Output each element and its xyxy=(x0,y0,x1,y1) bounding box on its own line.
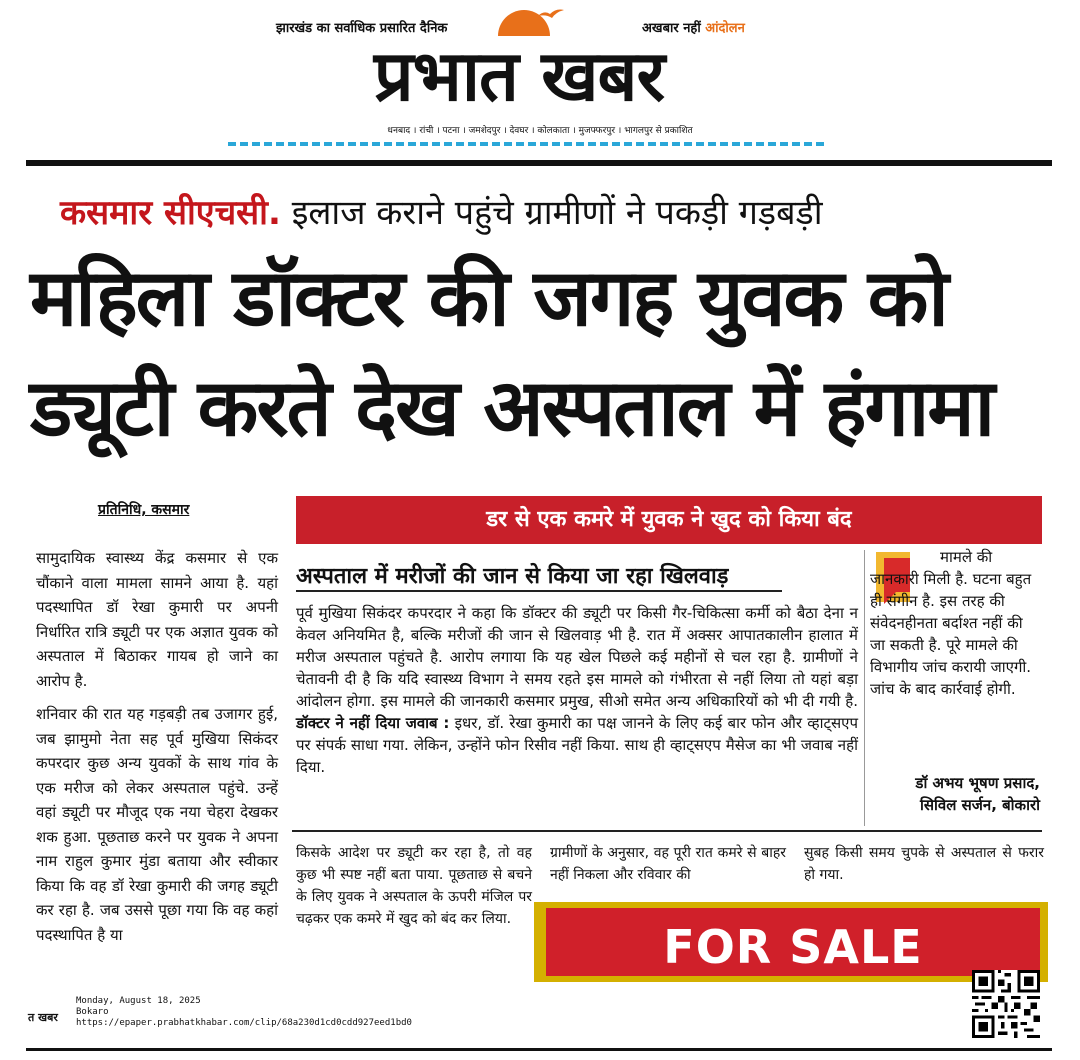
masthead-tagline-left: झारखंड का सर्वाधिक प्रसारित दैनिक xyxy=(276,21,448,36)
kicker-text: इलाज कराने पहुंचे ग्रामीणों ने पकड़ी गड़बड़ी xyxy=(291,193,823,233)
middle-subhead: अस्पताल में मरीजों की जान से किया जा रहा खिलवाड़ xyxy=(296,564,729,589)
footer-logo: त खबर xyxy=(28,1011,58,1024)
middle-body xyxy=(296,602,858,778)
bottom-column-3: सुबह किसी समय चुपके से अस्पताल से फरार हो गया. xyxy=(804,845,1044,883)
qr-code-icon[interactable] xyxy=(972,970,1040,1038)
masthead-cities: धनबाद । रांची । पटना । जमशेदपुर । देवघर । कोलकाता । मुजफ्फरपुर । भागलपुर से प्रकाशित xyxy=(387,126,693,136)
footer-url[interactable]: https://epaper.prabhatkhabar.com/clip/68a230d1cd0cdd927eed1bd0 xyxy=(76,1018,412,1028)
left-column-paragraph-2: शनिवार की रात यह गड़बड़ी तब उजागर हुई, जब झामुमो नेता सह पूर्व मुखिया सिकंदर कपरदार कुछ अन्य युवकों के साथ गांव के एक मरीज को लेकर अस्पताल पहुंचे. उन्हें वहां ड्यूटी पर मौजूद एक नया चेहरा देखकर शक हुआ. पूछताछ करने पर युवक ने अपना नाम राहुल कुमार मुंडा बताया और स्वीकार किया कि वह डॉ रेखा कुमारी की जगह ड्यूटी कर रहा है. जब उससे पूछा गया कि वह कहां पदस्थापित है या xyxy=(36,705,278,944)
subhead-underline xyxy=(296,590,782,592)
bottom-column-1: किसके आदेश पर ड्यूटी कर रहा है, तो वह कुछ भी स्पष्ट नहीं बता पाया. पूछताछ से बचने के लिए युवक ने अस्पताल के ऊपरी मंजिल पर चढ़कर एक कमरे में खुद को बंद कर लिया. xyxy=(296,845,532,927)
for-sale-ad[interactable]: FOR SALE xyxy=(546,908,1040,976)
middle-body-text-2: इधर, डॉ. रेखा कुमारी का पक्ष जानने के लिए कई बार फोन और व्हाट्सएप पर संपर्क साधा गया. लेकिन, उन्होंने फोन रिसीव नहीं किया. साथ ही व्हाट्सएप मैसेज का भी जवाब नहीं दिया. xyxy=(296,714,858,776)
quote-body: मामले की जानकारी मिली है. घटना बहुत ही संगीन है. इस तरह की संवेदनहीनता बर्दाश्त नहीं की जा सकती है. पूरे मामले की विभागीय जांच करायी जाएगी. जांच के बाद कार्रवाई होगी. xyxy=(870,548,1032,698)
top-rule xyxy=(26,160,1052,166)
tagline-right-text: अखबार नहीं xyxy=(642,21,706,36)
newspaper-logo[interactable]: प्रभात खबर xyxy=(373,35,665,117)
footer-date: Monday, August 18, 2025 xyxy=(76,996,201,1006)
headline-line-2: ड्यूटी करते देख अस्पताल में हंगामा xyxy=(30,362,994,454)
kicker-place: कसमार सीएचसी. xyxy=(60,193,281,233)
quote-text xyxy=(870,546,1040,700)
red-subheadline-bar: डर से एक कमरे में युवक ने खुद को किया बंद xyxy=(296,496,1042,544)
quote-attribution xyxy=(870,772,1040,816)
left-column-paragraph-1: सामुदायिक स्वास्थ्य केंद्र कसमार से एक चौंकाने वाला मामला सामने आया है. यहां पदस्थापित डॉ रेखा कुमारी पर अपनी निर्धारित रात्रि ड्यूटी पर एक अज्ञात युवक को अस्पताल में बिठाकर गायब हो जाने का आरोप है. xyxy=(36,549,278,690)
middle-bold-label: डॉक्टर ने नहीं दिया जवाब : xyxy=(296,714,450,732)
footer-edition: Bokaro xyxy=(76,1007,109,1017)
byline: प्रतिनिधि, कसमार xyxy=(98,502,190,518)
middle-rule xyxy=(292,830,1042,832)
quote-name: डॉ अभय भूषण प्रसाद, xyxy=(915,774,1040,792)
masthead-dashed-divider xyxy=(228,142,824,146)
tagline-right-accent: आंदोलन xyxy=(705,21,745,36)
quote-title: सिविल सर्जन, बोकारो xyxy=(919,796,1040,814)
footer-meta xyxy=(76,996,412,1029)
bottom-rule xyxy=(26,1048,1052,1051)
middle-body-text: पूर्व मुखिया सिकंदर कपरदार ने कहा कि डॉक्टर की ड्यूटी पर किसी गैर-चिकित्सा कर्मी को बैठा देना न केवल अनियमित है, बल्कि मरीजों की जान से खिलवाड़ भी है. रात में अक्सर आपातकालीन हालात में मरीज अस्पताल पहुंचते है. आरोप लगाया कि यह खेल पिछले कई महीनों से चल रहा है. ग्रामीणों ने चेतावनी दी है कि यदि स्वास्थ्य विभाग ने समय रहते इस मामले को गंभीरता से नहीं लिया तो यहां बड़ा आंदोलन होगा. इस मामले की जानकारी कसमार प्रमुख, सीओ समेत अन्य अधिकारियों को भी दी गयी है. xyxy=(296,604,858,710)
bottom-column-2: ग्रामीणों के अनुसार, वह पूरी रात कमरे से बाहर नहीं निकला और रविवार की xyxy=(550,845,786,883)
kicker xyxy=(60,188,1050,234)
headline-line-1: महिला डॉक्टर की जगह युवक को xyxy=(30,252,947,344)
